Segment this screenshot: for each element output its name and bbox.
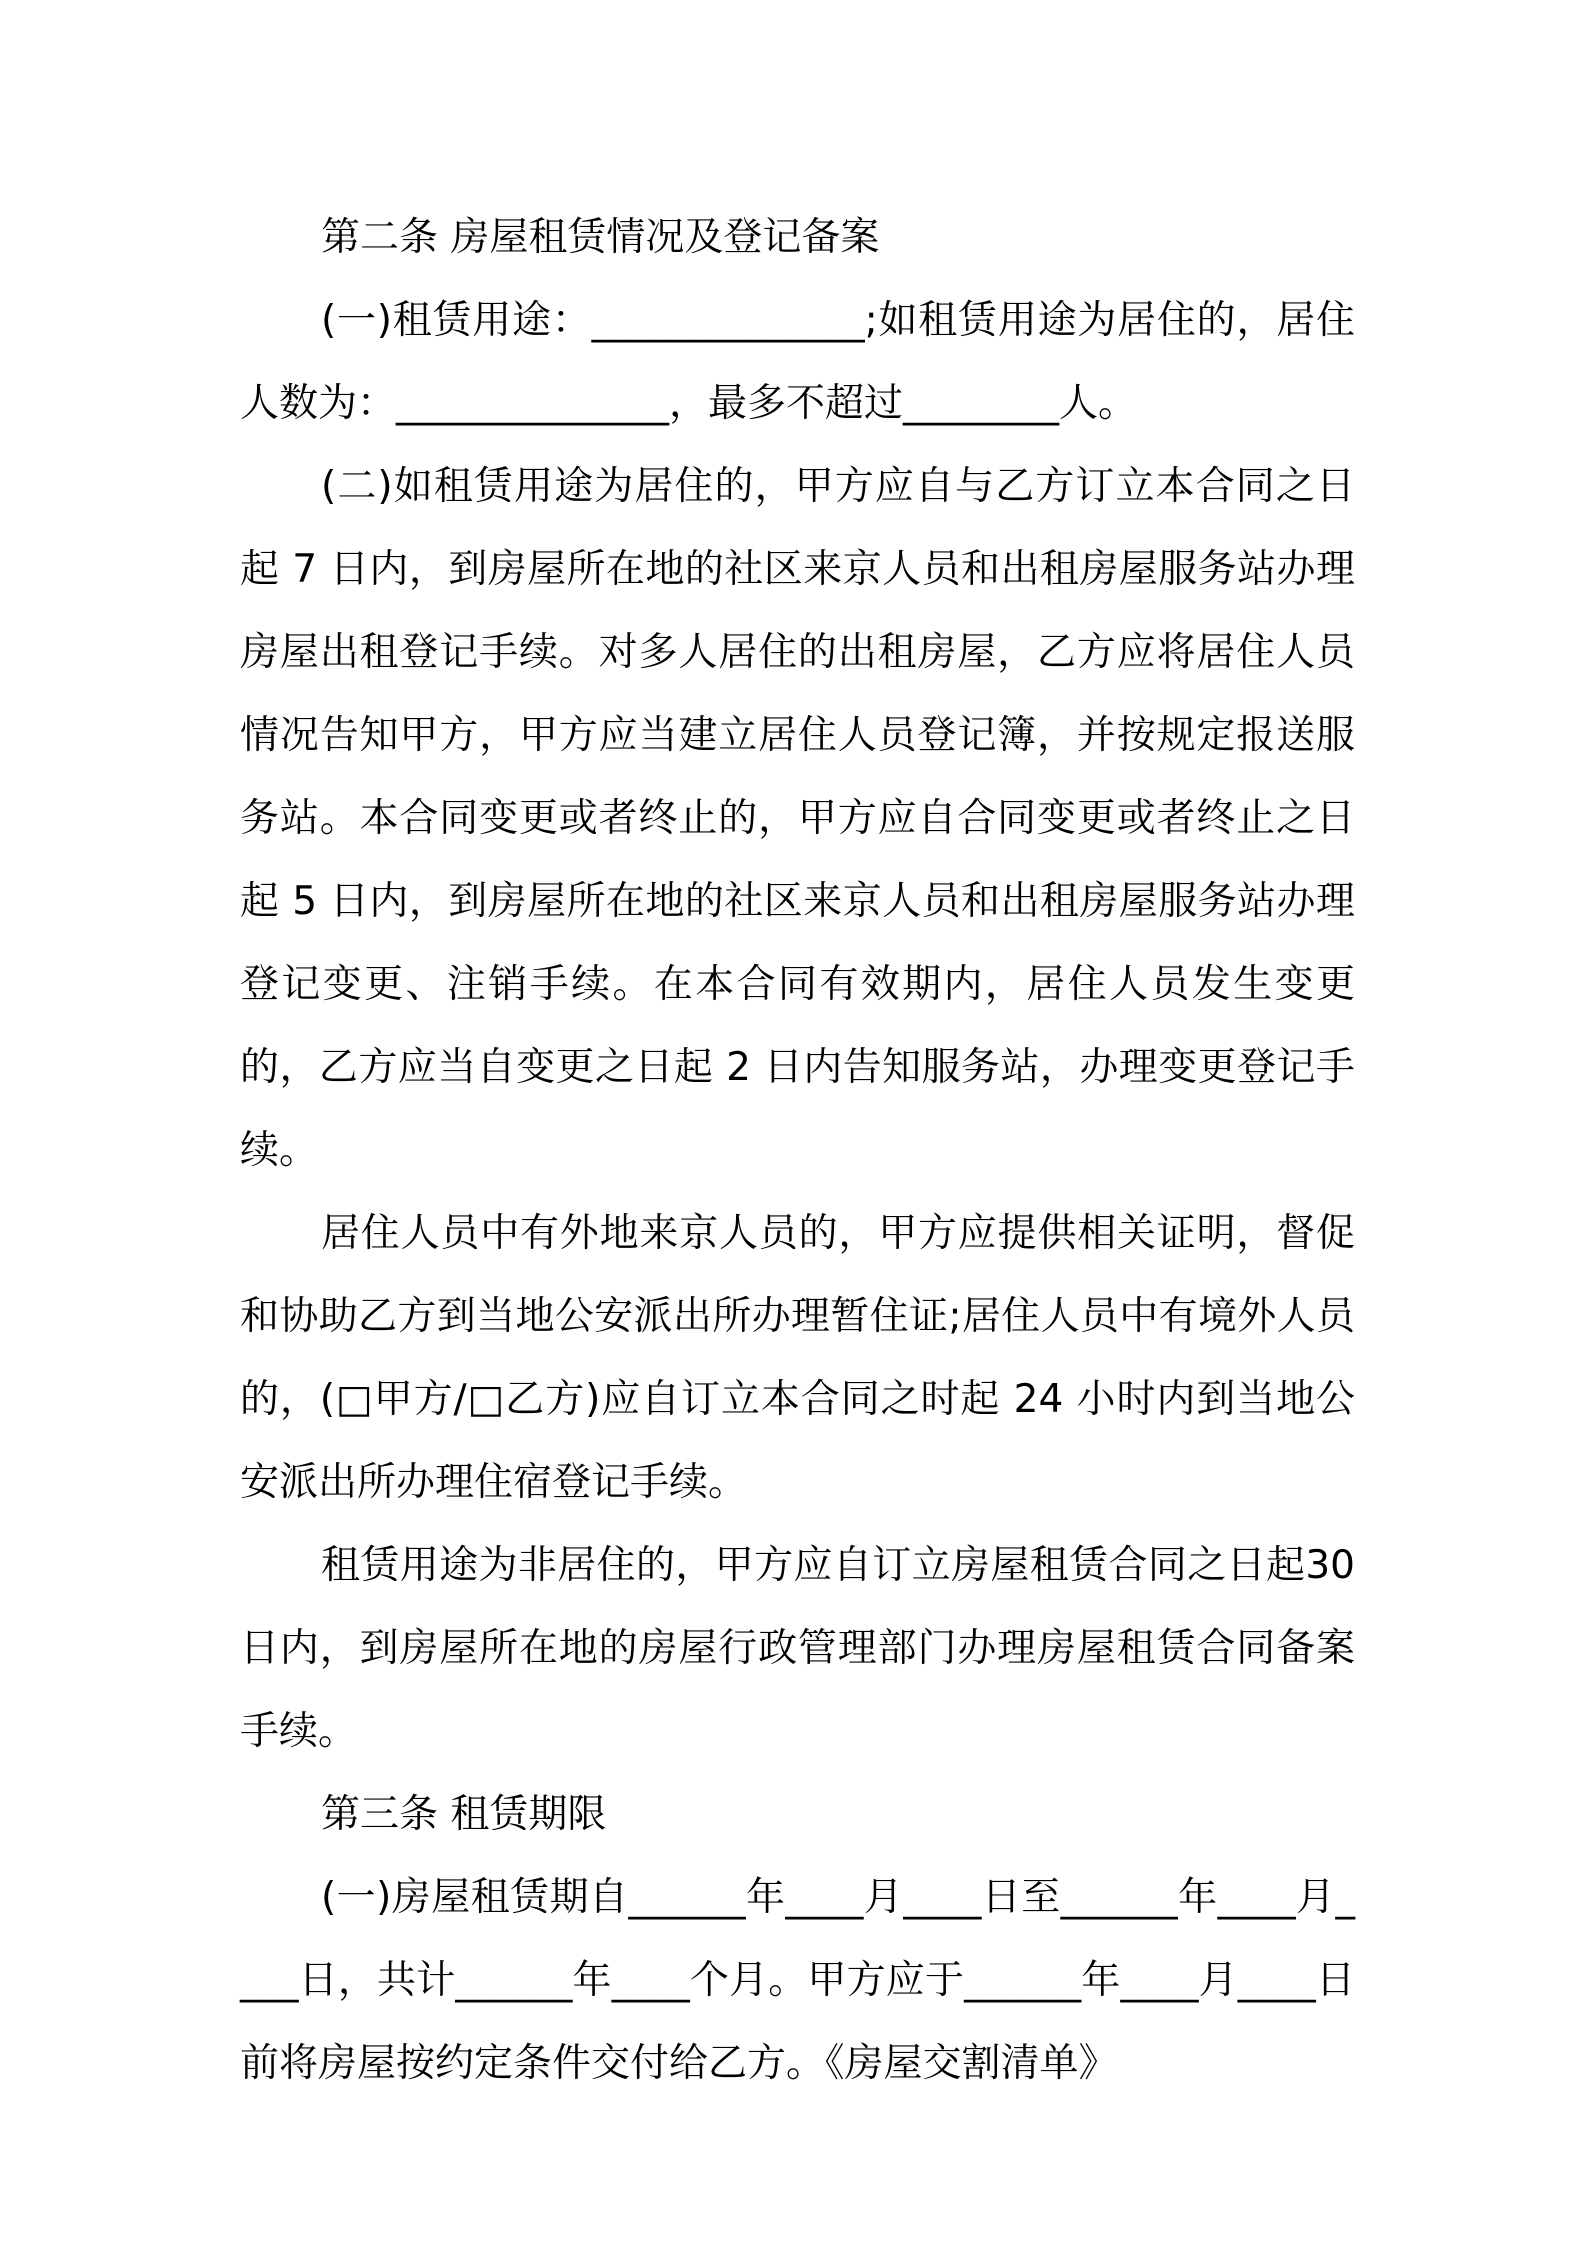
article-3-title: 第三条 租赁期限: [321, 1792, 607, 1837]
article-3-paragraph-1: (一)房屋租赁期自______年____月____日至______年____月____日，共计______年____个月。甲方应于______年____月____日前将房屋按约定条件交付给乙方。《房屋交割清单》: [240, 1875, 1355, 2086]
article-2-paragraph-1: (一)租赁用途：______________;如租赁用途为居住的，居住人数为：______________，最多不超过________人。: [240, 298, 1355, 426]
article-2-paragraph-3: 居住人员中有外地来京人员的，甲方应提供相关证明，督促和协助乙方到当地公安派出所办理暂住证;居住人员中有境外人员的，(□甲方/□乙方)应自订立本合同之时起 24 小时内到当地公安派出所办理住宿登记手续。: [240, 1211, 1355, 1505]
article-2-paragraph-4: 租赁用途为非居住的，甲方应自订立房屋租赁合同之日起30 日内，到房屋所在地的房屋行政管理部门办理房屋租赁合同备案手续。: [240, 1543, 1355, 1754]
document-body: [240, 196, 1355, 2105]
article-2-paragraph-2: (二)如租赁用途为居住的，甲方应自与乙方订立本合同之日起 7 日内，到房屋所在地的社区来京人员和出租房屋服务站办理房屋出租登记手续。对多人居住的出租房屋，乙方应将居住人员情况告知甲方，甲方应当建立居住人员登记簿，并按规定报送服务站。本合同变更或者终止的，甲方应自合同变更或者终止之日起 5 日内，到房屋所在地的社区来京人员和出租房屋服务站办理登记变更、注销手续。在本合同有效期内，居住人员发生变更的，乙方应当自变更之日起 2 日内告知服务站，办理变更登记手续。: [240, 464, 1355, 1173]
article-2-title: 第二条 房屋租赁情况及登记备案: [321, 215, 880, 260]
